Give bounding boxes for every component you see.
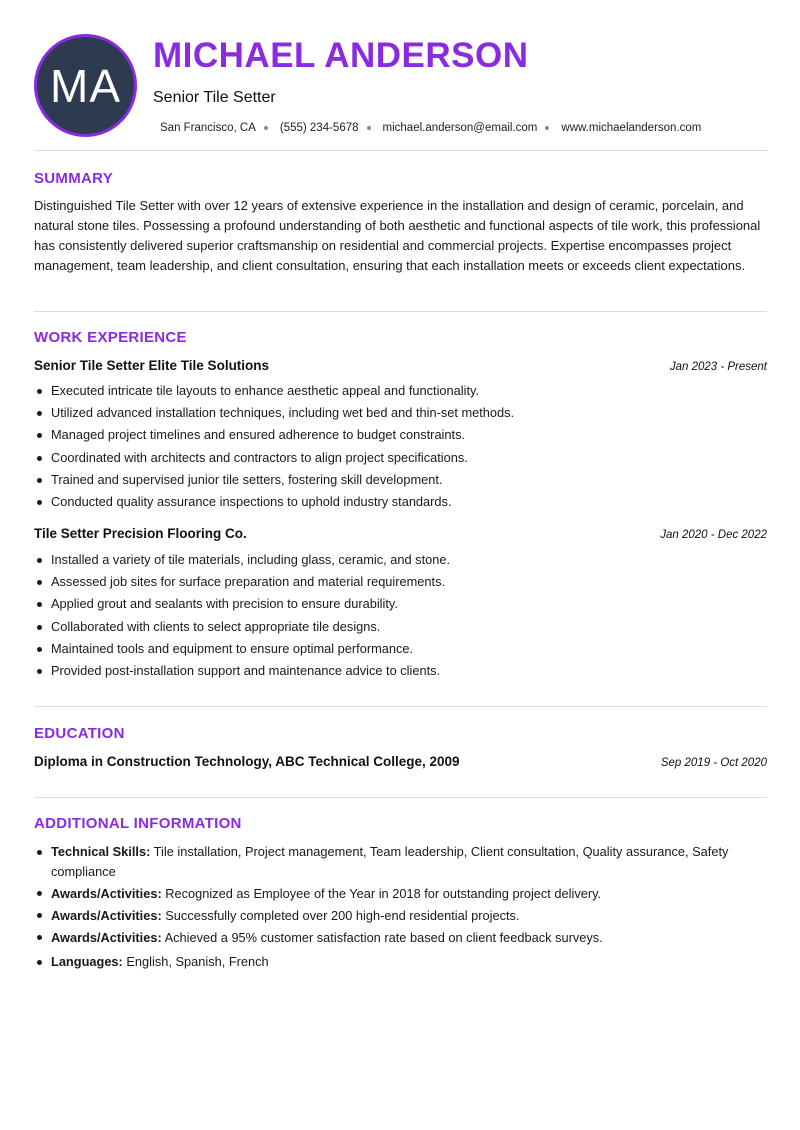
list-item: Managed project timelines and ensured adherence to budget constraints. (34, 424, 767, 446)
list-item: Utilized advanced installation techniques, including wet bed and thin-set methods. (34, 402, 767, 424)
job-title: Senior Tile Setter Elite Tile Solutions (34, 358, 270, 373)
list-item (34, 842, 767, 881)
section-divider (34, 797, 767, 798)
list-item: Assessed job sites for surface preparation and material requirements. (34, 571, 767, 593)
contact-location: San Francisco, CA (160, 122, 256, 134)
separator-dot (264, 126, 268, 130)
education-dates: Sep 2019 - Oct 2020 (660, 757, 767, 769)
list-item: Conducted quality assurance inspections to uphold industry standards. (34, 491, 767, 513)
section-divider (34, 311, 767, 312)
additional-info-heading: ADDITIONAL INFORMATION (34, 815, 242, 832)
job-header (34, 358, 767, 373)
item-text: Tile installation, Project management, Team leadership, Client consultation, Quality assurance, Safety compliance (51, 844, 729, 879)
item-label: Languages: (51, 954, 123, 969)
item-text: Successfully completed over 200 high-end residential projects. (161, 907, 520, 923)
summary-heading: SUMMARY (34, 170, 114, 187)
job-bullets (34, 549, 767, 682)
education-degree: Diploma in Construction Technology, ABC Technical College, 2009 (34, 754, 460, 769)
education-heading: EDUCATION (34, 725, 125, 742)
contact-email[interactable]: michael.anderson@email.com (382, 122, 538, 134)
list-item (34, 928, 767, 948)
job-title: Tile Setter Precision Flooring Co. (34, 526, 247, 541)
job-header (34, 526, 767, 541)
avatar (34, 34, 137, 137)
item-label: Awards/Activities: (51, 885, 162, 901)
summary-text: Distinguished Tile Setter with over 12 years of extensive experience in the installation and design of ceramic, porcelain, and natural stone tiles. Possessing a profound understanding of both aesthetic and functional aspects of tile work, this professional has consistently delivered superior craftsmanship on residential and commercial projects. Expertise encompasses project management, team leadership, and client consultation, ensuring that each installation meets or exceeds client expectations. (34, 198, 761, 273)
item-text: English, Spanish, French (122, 954, 269, 969)
candidate-title: Senior Tile Setter (153, 89, 276, 106)
contact-website[interactable]: www.michaelanderson.com (561, 122, 702, 134)
item-text: Recognized as Employee of the Year in 2018 for outstanding project delivery. (161, 885, 602, 901)
list-item: Collaborated with clients to select appropriate tile designs. (34, 616, 767, 638)
candidate-name: MICHAEL ANDERSON (153, 36, 529, 75)
list-item: Trained and supervised junior tile setters, fostering skill development. (34, 469, 767, 491)
avatar-initials: MA (50, 59, 121, 112)
contact-bar (160, 121, 701, 135)
job-dates: Jan 2023 - Present (669, 361, 767, 373)
contact-phone[interactable]: (555) 234-5678 (279, 122, 359, 134)
section-divider (34, 150, 767, 151)
list-item (34, 906, 767, 926)
work-experience-heading: WORK EXPERIENCE (34, 329, 187, 346)
education-entry (34, 754, 767, 769)
list-item: Provided post-installation support and maintenance advice to clients. (34, 660, 767, 682)
separator-dot (545, 126, 549, 130)
list-item: Applied grout and sealants with precision to ensure durability. (34, 593, 767, 615)
separator-dot (367, 126, 371, 130)
item-label: Awards/Activities: (51, 929, 162, 945)
job-bullets (34, 380, 767, 513)
list-item: Executed intricate tile layouts to enhance aesthetic appeal and functionality. (34, 380, 767, 402)
additional-info-list (34, 842, 767, 974)
list-item: Coordinated with architects and contractors to align project specifications. (34, 447, 767, 469)
item-label: Awards/Activities: (51, 907, 162, 923)
list-item: Installed a variety of tile materials, including glass, ceramic, and stone. (34, 549, 767, 571)
list-item (34, 884, 767, 904)
item-text: Achieved a 95% customer satisfaction rate based on client feedback surveys. (161, 929, 603, 945)
list-item: Maintained tools and equipment to ensure optimal performance. (34, 638, 767, 660)
item-label: Technical Skills: (51, 844, 151, 859)
job-dates: Jan 2020 - Dec 2022 (660, 529, 767, 541)
section-divider (34, 706, 767, 707)
list-item (34, 952, 767, 972)
